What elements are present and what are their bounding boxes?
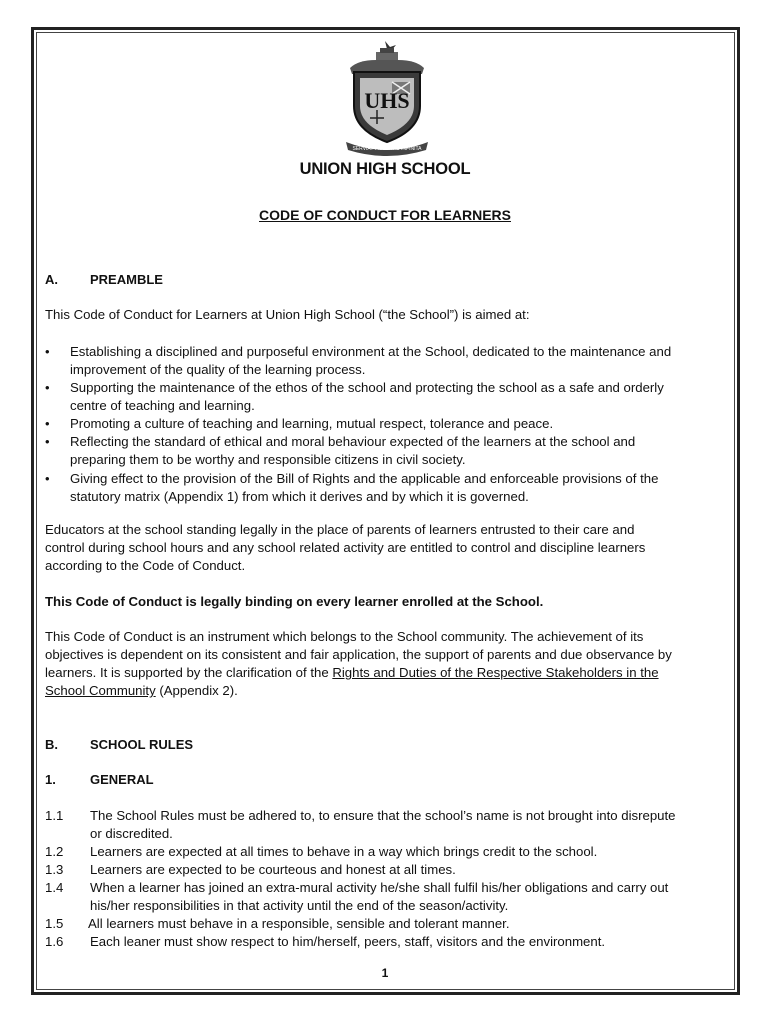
bullet-item-5: Giving effect to the provision of the Bill of Rights and the applicable and enforceable provisions of the statutory matrix (Appendix 1) from which it derives and by which it is governed.: [70, 471, 659, 504]
crest-motto: SERVIAT FIDELITAS INFINITA: [352, 146, 422, 152]
bullet-icon: •: [45, 434, 50, 449]
rule-text: When a learner has joined an extra-mural activity he/she shall fulfil his/her obligations and carry out his/her responsibilities in that activity until the end of the season/activity.: [90, 880, 669, 913]
rule-text: Each leaner must show respect to him/herself, peers, staff, visitors and the environment.: [90, 934, 606, 949]
rule-number: 1.3: [45, 862, 64, 877]
bullet-icon: •: [45, 471, 50, 486]
rule-number: 1.2: [45, 844, 64, 859]
subsection-1-label: 1.: [45, 772, 56, 787]
section-a-label: A.: [45, 272, 58, 287]
rule-text: All learners must behave in a responsible, sensible and tolerant manner.: [88, 916, 510, 931]
section-b-label: B.: [45, 737, 58, 752]
school-crest-logo: [338, 38, 436, 158]
document-title: CODE OF CONDUCT FOR LEARNERS: [259, 207, 511, 223]
school-community-link: School Community: [45, 683, 156, 698]
bullet-icon: •: [45, 380, 50, 395]
bullet-item-4: Reflecting the standard of ethical and moral behaviour expected of the learners at the school and preparing them to be worthy and responsible citizens in civil society.: [70, 434, 636, 467]
rights-duties-link: Rights and Duties of the Respective Stakeholders in the: [332, 665, 659, 680]
subsection-1-heading: GENERAL: [90, 772, 154, 787]
binding-statement: This Code of Conduct is legally binding on every learner enrolled at the School.: [45, 594, 544, 609]
section-b-heading: SCHOOL RULES: [90, 737, 194, 752]
preamble-intro: This Code of Conduct for Learners at Union High School (“the School”) is aimed at:: [45, 307, 530, 322]
rule-text: Learners are expected to be courteous and honest at all times.: [90, 862, 456, 877]
instrument-paragraph: This Code of Conduct is an instrument which belongs to the School community. The achievement of its objectives is dependent on its consistent and fair application, the support of parents and due observance by learners. It is supported by the clarification of the Rights and Duties of the Respective Stakeholders in the School Community (Appendix 2).: [45, 629, 672, 698]
bullet-icon: •: [45, 344, 50, 359]
educators-paragraph: Educators at the school standing legally in the place of parents of learners entrusted to their care and control during school hours and any school related activity are entitled to control and discipline learners according to the Code of Conduct.: [45, 522, 646, 573]
rule-text: Learners are expected at all times to behave in a way which brings credit to the school.: [90, 844, 598, 859]
page-number: 1: [381, 966, 389, 980]
rule-number: 1.4: [45, 880, 64, 895]
rule-number: 1.6: [45, 934, 64, 949]
bullet-icon: •: [45, 416, 50, 431]
bullet-item-2: Supporting the maintenance of the ethos of the school and protecting the school as a safe and orderly centre of teaching and learning.: [70, 380, 664, 413]
rule-number: 1.5: [45, 916, 64, 931]
rule-text: The School Rules must be adhered to, to ensure that the school’s name is not brought into disrepute or discredited.: [90, 808, 676, 841]
crest-letters: UHS: [364, 88, 410, 113]
school-name-heading: UNION HIGH SCHOOL: [299, 160, 471, 178]
rule-number: 1.1: [45, 808, 64, 823]
section-a-heading: PREAMBLE: [90, 272, 163, 287]
bullet-item-1: Establishing a disciplined and purposeful environment at the School, dedicated to the maintenance and improvement of the quality of the learning process.: [70, 344, 672, 377]
bullet-item-3: Promoting a culture of teaching and learning, mutual respect, tolerance and peace.: [70, 416, 554, 431]
